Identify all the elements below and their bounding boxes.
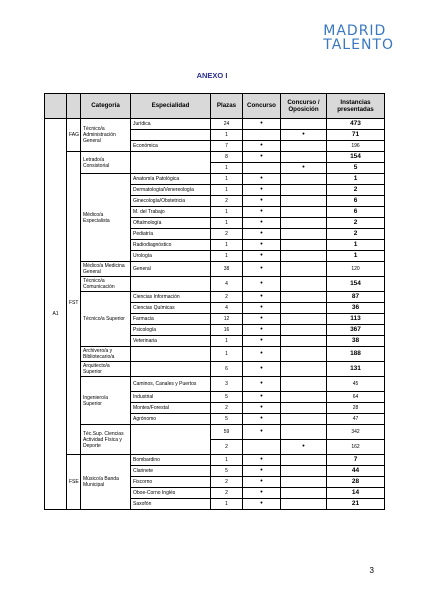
especialidad-cell: Industrial <box>131 392 211 403</box>
plazas-cell: 1 <box>211 347 243 362</box>
especialidad-cell: Económica <box>131 141 211 152</box>
concurso-cell <box>243 130 281 141</box>
especialidad-cell: Bombardino <box>131 455 211 466</box>
concurso-oposicion-cell <box>281 218 327 229</box>
concurso-cell: • <box>243 152 281 163</box>
concurso-cell: • <box>243 185 281 196</box>
table-row <box>45 119 385 130</box>
header-concurso: Concurso <box>243 94 281 119</box>
concurso-oposicion-cell <box>281 314 327 325</box>
plazas-cell: 5 <box>211 392 243 403</box>
instancias-cell: 196 <box>327 141 385 152</box>
page-title: ANEXO I <box>196 71 228 80</box>
especialidad-cell <box>131 277 211 292</box>
concurso-oposicion-cell <box>281 292 327 303</box>
category-medico-especialista: Médico/a Especialista <box>81 174 131 262</box>
concurso-oposicion-cell <box>281 362 327 377</box>
group-fag: FAG <box>67 119 81 152</box>
plazas-cell: 8 <box>211 152 243 163</box>
category-archivero: Archivero/a y Bibliotecario/a <box>81 347 131 362</box>
concurso-cell: • <box>243 325 281 336</box>
concurso-oposicion-cell <box>281 240 327 251</box>
logo-line-2: TALENTO <box>323 37 394 53</box>
plazas-cell: 38 <box>211 262 243 277</box>
concurso-oposicion-cell <box>281 119 327 130</box>
especialidad-cell: Montes/Forestal <box>131 403 211 414</box>
plazas-cell: 6 <box>211 362 243 377</box>
especialidad-cell: Anatomía Patológica <box>131 174 211 185</box>
concurso-oposicion-cell <box>281 414 327 425</box>
plazas-cell: 2 <box>211 229 243 240</box>
concurso-cell: • <box>243 174 281 185</box>
concurso-cell: • <box>243 314 281 325</box>
instancias-cell: 14 <box>327 488 385 499</box>
especialidad-cell: M. del Trabajo <box>131 207 211 218</box>
concurso-cell: • <box>243 466 281 477</box>
especialidad-cell <box>131 130 211 141</box>
concurso-cell: • <box>243 303 281 314</box>
plazas-cell: 1 <box>211 174 243 185</box>
instancias-cell: 473 <box>327 119 385 130</box>
concurso-oposicion-cell <box>281 488 327 499</box>
table-row <box>45 174 385 185</box>
group-fse: FSE <box>67 455 81 510</box>
header-empty-1 <box>45 94 67 119</box>
especialidad-cell: Ciencias Información <box>131 292 211 303</box>
especialidad-cell: General <box>131 262 211 277</box>
concurso-oposicion-cell <box>281 251 327 262</box>
concurso-oposicion-cell: • <box>281 130 327 141</box>
plazas-cell: 16 <box>211 325 243 336</box>
especialidad-cell: Fiscorno <box>131 477 211 488</box>
especialidad-cell <box>131 362 211 377</box>
instancias-cell: 45 <box>327 377 385 392</box>
plazas-cell: 1 <box>211 336 243 347</box>
plazas-cell: 2 <box>211 477 243 488</box>
concurso-oposicion-cell <box>281 207 327 218</box>
concurso-oposicion-cell <box>281 185 327 196</box>
instancias-cell: 87 <box>327 292 385 303</box>
level-cell: A1 <box>45 119 67 510</box>
category-arquitecto: Arquitecto/a Superior <box>81 362 131 377</box>
plazas-cell: 2 <box>211 403 243 414</box>
plazas-cell: 2 <box>211 292 243 303</box>
especialidad-cell: Radiodiagnóstico <box>131 240 211 251</box>
concurso-cell: • <box>243 499 281 510</box>
concurso-cell: • <box>243 218 281 229</box>
concurso-cell: • <box>243 336 281 347</box>
table-row <box>45 425 385 440</box>
instancias-cell: 28 <box>327 477 385 488</box>
instancias-cell: 47 <box>327 414 385 425</box>
concurso-cell: • <box>243 240 281 251</box>
concurso-cell: • <box>243 377 281 392</box>
instancias-cell: 2 <box>327 185 385 196</box>
concurso-oposicion-cell <box>281 336 327 347</box>
concurso-oposicion-cell <box>281 347 327 362</box>
logo-line-1: MADRID <box>323 23 387 39</box>
especialidad-cell: Oftalmología <box>131 218 211 229</box>
header-especialidad: Especialidad <box>131 94 211 119</box>
concurso-cell: • <box>243 403 281 414</box>
table-row <box>45 347 385 362</box>
concurso-cell: • <box>243 392 281 403</box>
especialidad-cell: Oboe-Corno Inglés <box>131 488 211 499</box>
instancias-cell: 162 <box>327 440 385 455</box>
instancias-cell: 131 <box>327 362 385 377</box>
plazas-cell: 1 <box>211 185 243 196</box>
category-ingeniero: Ingeniero/a Superior <box>81 377 131 425</box>
concurso-cell: • <box>243 347 281 362</box>
especialidad-cell: Ginecología/Obstetricia <box>131 196 211 207</box>
especialidad-cell <box>131 347 211 362</box>
especialidad-cell: Urología <box>131 251 211 262</box>
plazas-cell: 2 <box>211 196 243 207</box>
table-row <box>45 292 385 303</box>
concurso-cell: • <box>243 262 281 277</box>
instancias-cell: 120 <box>327 262 385 277</box>
concurso-cell <box>243 440 281 455</box>
header-concurso-oposicion: Concurso / Oposición <box>281 94 327 119</box>
header-categoria: Categoría <box>81 94 131 119</box>
especialidad-cell: Pediatría <box>131 229 211 240</box>
concurso-cell: • <box>243 488 281 499</box>
plazas-cell: 4 <box>211 277 243 292</box>
madrid-talento-logo <box>323 24 394 52</box>
plazas-cell: 1 <box>211 240 243 251</box>
especialidad-cell: Saxofón <box>131 499 211 510</box>
instancias-cell: 2 <box>327 218 385 229</box>
plazas-cell: 1 <box>211 218 243 229</box>
plazas-cell: 1 <box>211 499 243 510</box>
instancias-cell: 21 <box>327 499 385 510</box>
concurso-oposicion-cell <box>281 174 327 185</box>
concurso-oposicion-cell <box>281 377 327 392</box>
especialidad-cell: Dermatología/Venereología <box>131 185 211 196</box>
plazas-cell: 1 <box>211 455 243 466</box>
concurso-oposicion-cell <box>281 477 327 488</box>
concurso-oposicion-cell <box>281 403 327 414</box>
especialidad-cell: Agrónomo <box>131 414 211 425</box>
concurso-oposicion-cell <box>281 455 327 466</box>
group-fst: FST <box>67 152 81 455</box>
category-tecnico-superior: Técnico/a Superior <box>81 292 131 347</box>
concurso-oposicion-cell <box>281 303 327 314</box>
instancias-cell: 367 <box>327 325 385 336</box>
especialidad-cell: Veterinaria <box>131 336 211 347</box>
plazas-cell: 2 <box>211 440 243 455</box>
table-row <box>45 377 385 392</box>
category-musico: Músico/a Banda Municipal <box>81 455 131 510</box>
instancias-cell: 64 <box>327 392 385 403</box>
category-tecnico-comunicacion: Técnico/a Comunicación <box>81 277 131 292</box>
concurso-cell <box>243 163 281 174</box>
plazas-cell: 12 <box>211 314 243 325</box>
concurso-oposicion-cell <box>281 152 327 163</box>
plazas-cell: 1 <box>211 207 243 218</box>
category-tec-sup-cafd: Téc.Sup. Ciencias Actividad Física y Deporte <box>81 425 131 455</box>
instancias-cell: 154 <box>327 152 385 163</box>
concurso-cell: • <box>243 425 281 440</box>
concurso-cell: • <box>243 119 281 130</box>
plazas-cell: 2 <box>211 488 243 499</box>
plazas-cell: 1 <box>211 251 243 262</box>
especialidad-cell: Jurídica <box>131 119 211 130</box>
concurso-cell: • <box>243 251 281 262</box>
concurso-oposicion-cell <box>281 425 327 440</box>
anexo-table <box>44 93 385 510</box>
concurso-oposicion-cell: • <box>281 163 327 174</box>
instancias-cell: 7 <box>327 455 385 466</box>
instancias-cell: 188 <box>327 347 385 362</box>
instancias-cell: 6 <box>327 207 385 218</box>
concurso-cell: • <box>243 292 281 303</box>
concurso-oposicion-cell <box>281 196 327 207</box>
concurso-oposicion-cell <box>281 466 327 477</box>
concurso-cell: • <box>243 196 281 207</box>
category-letrado: Letrado/a Consistorial <box>81 152 131 174</box>
plazas-cell: 5 <box>211 466 243 477</box>
instancias-cell: 36 <box>327 303 385 314</box>
concurso-cell: • <box>243 141 281 152</box>
instancias-cell: 44 <box>327 466 385 477</box>
instancias-cell: 342 <box>327 425 385 440</box>
instancias-cell: 6 <box>327 196 385 207</box>
especialidad-cell <box>131 425 211 455</box>
concurso-oposicion-cell <box>281 392 327 403</box>
concurso-oposicion-cell <box>281 499 327 510</box>
instancias-cell: 5 <box>327 163 385 174</box>
concurso-oposicion-cell <box>281 325 327 336</box>
plazas-cell: 59 <box>211 425 243 440</box>
concurso-cell: • <box>243 455 281 466</box>
plazas-cell: 3 <box>211 377 243 392</box>
header-plazas: Plazas <box>211 94 243 119</box>
especialidad-cell: Psicología <box>131 325 211 336</box>
concurso-oposicion-cell <box>281 229 327 240</box>
plazas-cell: 5 <box>211 414 243 425</box>
especialidad-cell: Ciencias Químicas <box>131 303 211 314</box>
table-row <box>45 152 385 163</box>
header-instancias: Instancias presentadas <box>327 94 385 119</box>
plazas-cell: 1 <box>211 163 243 174</box>
instancias-cell: 1 <box>327 240 385 251</box>
table-row <box>45 262 385 277</box>
page-number: 3 <box>369 566 374 575</box>
header-empty-2 <box>67 94 81 119</box>
instancias-cell: 154 <box>327 277 385 292</box>
concurso-oposicion-cell <box>281 262 327 277</box>
concurso-cell: • <box>243 229 281 240</box>
category-medico-general: Médico/a Medicina General <box>81 262 131 277</box>
concurso-cell: • <box>243 362 281 377</box>
table-row <box>45 455 385 466</box>
especialidad-cell: Farmacia <box>131 314 211 325</box>
table-row <box>45 362 385 377</box>
concurso-oposicion-cell <box>281 141 327 152</box>
instancias-cell: 28 <box>327 403 385 414</box>
instancias-cell: 71 <box>327 130 385 141</box>
plazas-cell: 4 <box>211 303 243 314</box>
instancias-cell: 2 <box>327 229 385 240</box>
concurso-oposicion-cell <box>281 277 327 292</box>
instancias-cell: 113 <box>327 314 385 325</box>
especialidad-cell <box>131 152 211 174</box>
category-tecnico-admin: Técnico/a Administración General <box>81 119 131 152</box>
concurso-cell: • <box>243 277 281 292</box>
plazas-cell: 1 <box>211 130 243 141</box>
plazas-cell: 7 <box>211 141 243 152</box>
especialidad-cell: Clarinete <box>131 466 211 477</box>
concurso-cell: • <box>243 414 281 425</box>
concurso-cell: • <box>243 477 281 488</box>
concurso-cell: • <box>243 207 281 218</box>
plazas-cell: 24 <box>211 119 243 130</box>
instancias-cell: 38 <box>327 336 385 347</box>
table-header-row <box>45 94 385 119</box>
especialidad-cell: Caminos, Canales y Puertos <box>131 377 211 392</box>
instancias-cell: 1 <box>327 174 385 185</box>
instancias-cell: 1 <box>327 251 385 262</box>
table-row <box>45 277 385 292</box>
concurso-oposicion-cell: • <box>281 440 327 455</box>
